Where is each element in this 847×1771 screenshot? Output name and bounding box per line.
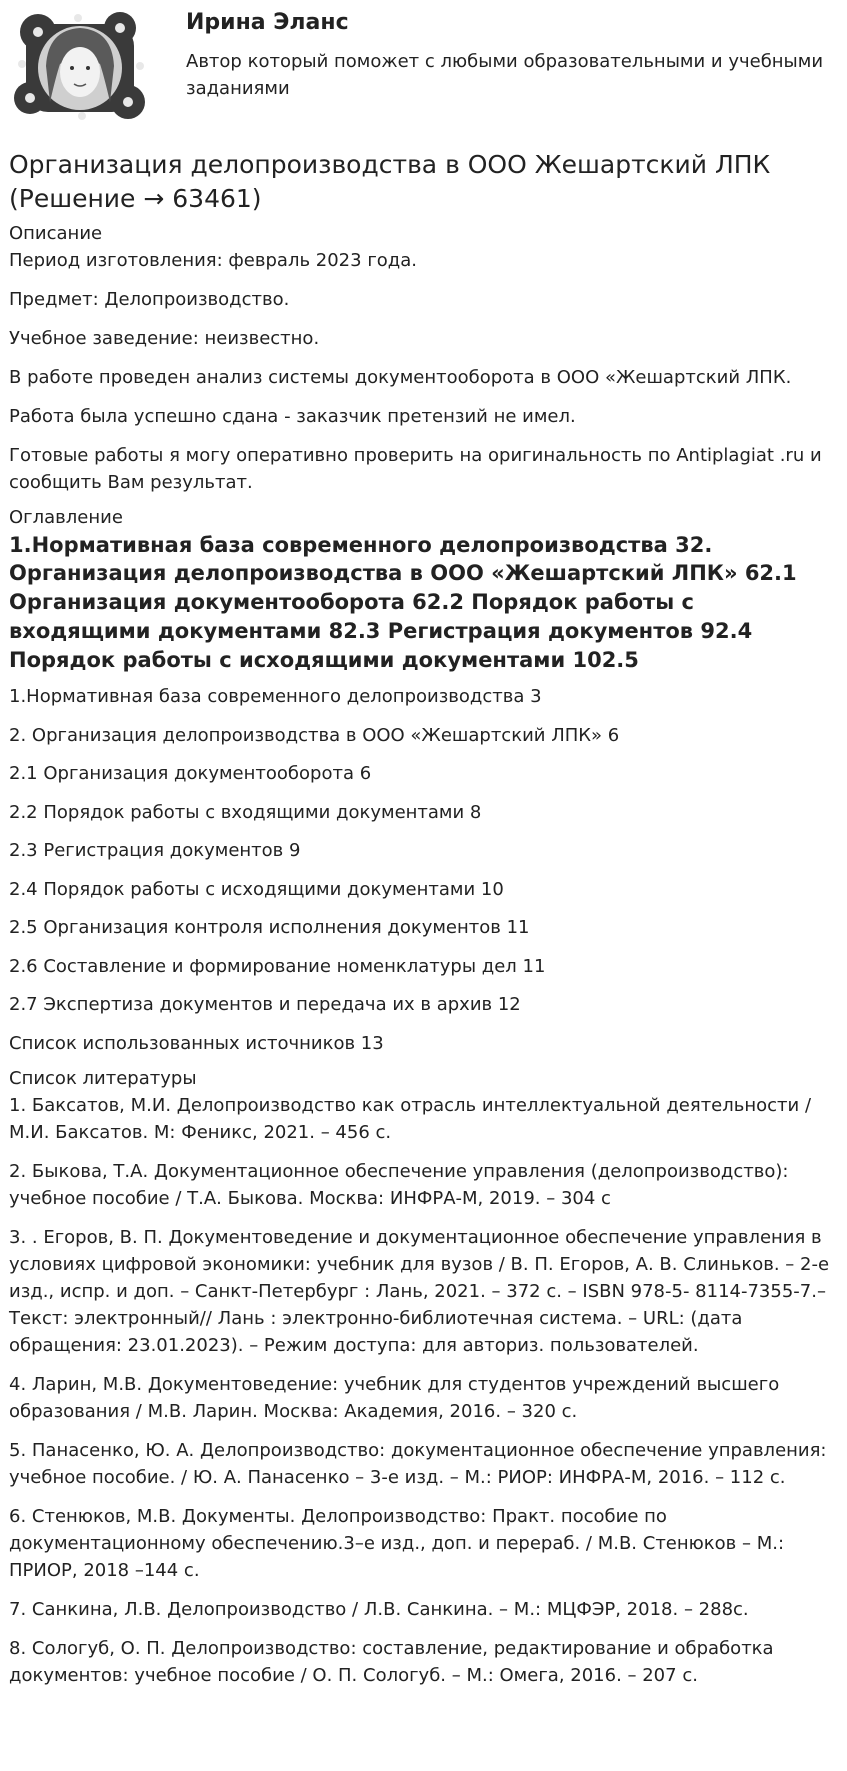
literature-item: 7. Санкина, Л.В. Делопроизводство / Л.В. Санкина. – М.: МЦФЭР, 2018. – 288с.	[9, 1598, 749, 1620]
toc-summary: 1.Нормативная база современного делопроизводства 32. Организация делопроизводства в ООО «Жешартский ЛПК» 62.1 Организация документооборота 62.2 Порядок работы с входящими документами 82.3 Регистрация документов 92.4 Порядок работы с исходящими документами 102.5	[9, 532, 797, 673]
toc-item: 2.7 Экспертиза документов и передача их в архив 12	[9, 994, 521, 1016]
description-paragraph: Период изготовления: февраль 2023 года.	[9, 249, 417, 271]
literature-item: 1. Баксатов, М.И. Делопроизводство как отрасль интеллектуальной деятельности / М.И. Баксатов. М: Феникс, 2021. – 456 с.	[9, 1094, 812, 1143]
description-label: Описание	[9, 222, 103, 244]
toc-item: 2.1 Организация документооборота 6	[9, 763, 372, 785]
author-card	[0, 0, 847, 140]
author-name[interactable]: Ирина Эланс	[186, 10, 349, 35]
toc-item: 2.6 Составление и формирование номенклатуры дел 11	[9, 955, 546, 977]
document-content	[0, 140, 847, 1689]
toc-item: 2.2 Порядок работы с входящими документами 8	[9, 801, 482, 823]
document-title: Организация делопроизводства в ООО Жешартский ЛПК (Решение → 63461)	[9, 150, 771, 213]
toc-item: Список использованных источников 13	[9, 1032, 384, 1054]
literature-item: 4. Ларин, М.В. Документоведение: учебник для студентов учреждений высшего образования / М.В. Ларин. Москва: Академия, 2016. – 320 с.	[9, 1373, 780, 1422]
description-paragraph: В работе проведен анализ системы документооборота в ООО «Жешартский ЛПК.	[9, 366, 792, 388]
toc-item: 2. Организация делопроизводства в ООО «Жешартский ЛПК» 6	[9, 724, 620, 746]
author-description: Автор который поможет с любыми образовательными и учебными заданиями	[186, 51, 824, 99]
author-avatar[interactable]	[8, 6, 152, 126]
description-paragraph: Предмет: Делопроизводство.	[9, 288, 290, 310]
toc-item: 2.5 Организация контроля исполнения документов 11	[9, 917, 530, 939]
literature-item: 3. . Егоров, В. П. Документоведение и документационное обеспечение управления в условиях цифровой экономики: учебник для вузов / В. П. Егоров, А. В. Слиньков. – 2-е изд., испр. и доп. – Санкт-Петербург : Лань, 2021. – 372 с. – ISBN 978-5- 8114-7355-7.– Текст: электронный// Лань : электронно-библиотечная система. – URL: (дата обращения: 23.01.2023). – Режим доступа: для авториз. пользователей.	[9, 1226, 830, 1356]
description-paragraph: Работа была успешно сдана - заказчик претензий не имел.	[9, 405, 576, 427]
toc-list	[9, 683, 838, 1057]
literature-item: 8. Сологуб, О. П. Делопроизводство: составление, редактирование и обработка документов: учебное пособие / О. П. Сологуб. – М.: Омега, 2016. – 207 с.	[9, 1637, 774, 1686]
literature-item: 2. Быкова, Т.А. Документационное обеспечение управления (делопроизводство): учебное пособие / Т.А. Быкова. Москва: ИНФРА-М, 2019. – 304 с	[9, 1160, 789, 1209]
literature-item: 5. Панасенко, Ю. А. Делопроизводство: документационное обеспечение управления: учебное пособие. / Ю. А. Панасенко – 3-е изд. – М.: РИОР: ИНФРА-М, 2016. – 112 с.	[9, 1439, 827, 1488]
description-paragraph: Учебное заведение: неизвестно.	[9, 327, 320, 349]
literature-list	[9, 1092, 838, 1689]
literature-item: 6. Стенюков, М.В. Документы. Делопроизводство: Практ. пособие по документационному обеспечению.3–е изд., доп. и перераб. / М.В. Стенюков – М.: ПРИОР, 2018 –144 с.	[9, 1505, 785, 1581]
literature-label: Список литературы	[9, 1067, 197, 1089]
toc-item: 1.Нормативная база современного делопроизводства 3	[9, 686, 542, 708]
toc-item: 2.4 Порядок работы с исходящими документами 10	[9, 878, 504, 900]
description-paragraph: Готовые работы я могу оперативно проверить на оригинальность по Antiplagiat .ru и сообщить Вам результат.	[9, 444, 822, 493]
toc-item: 2.3 Регистрация документов 9	[9, 840, 301, 862]
description-section	[9, 247, 838, 496]
toc-label: Оглавление	[9, 506, 123, 528]
